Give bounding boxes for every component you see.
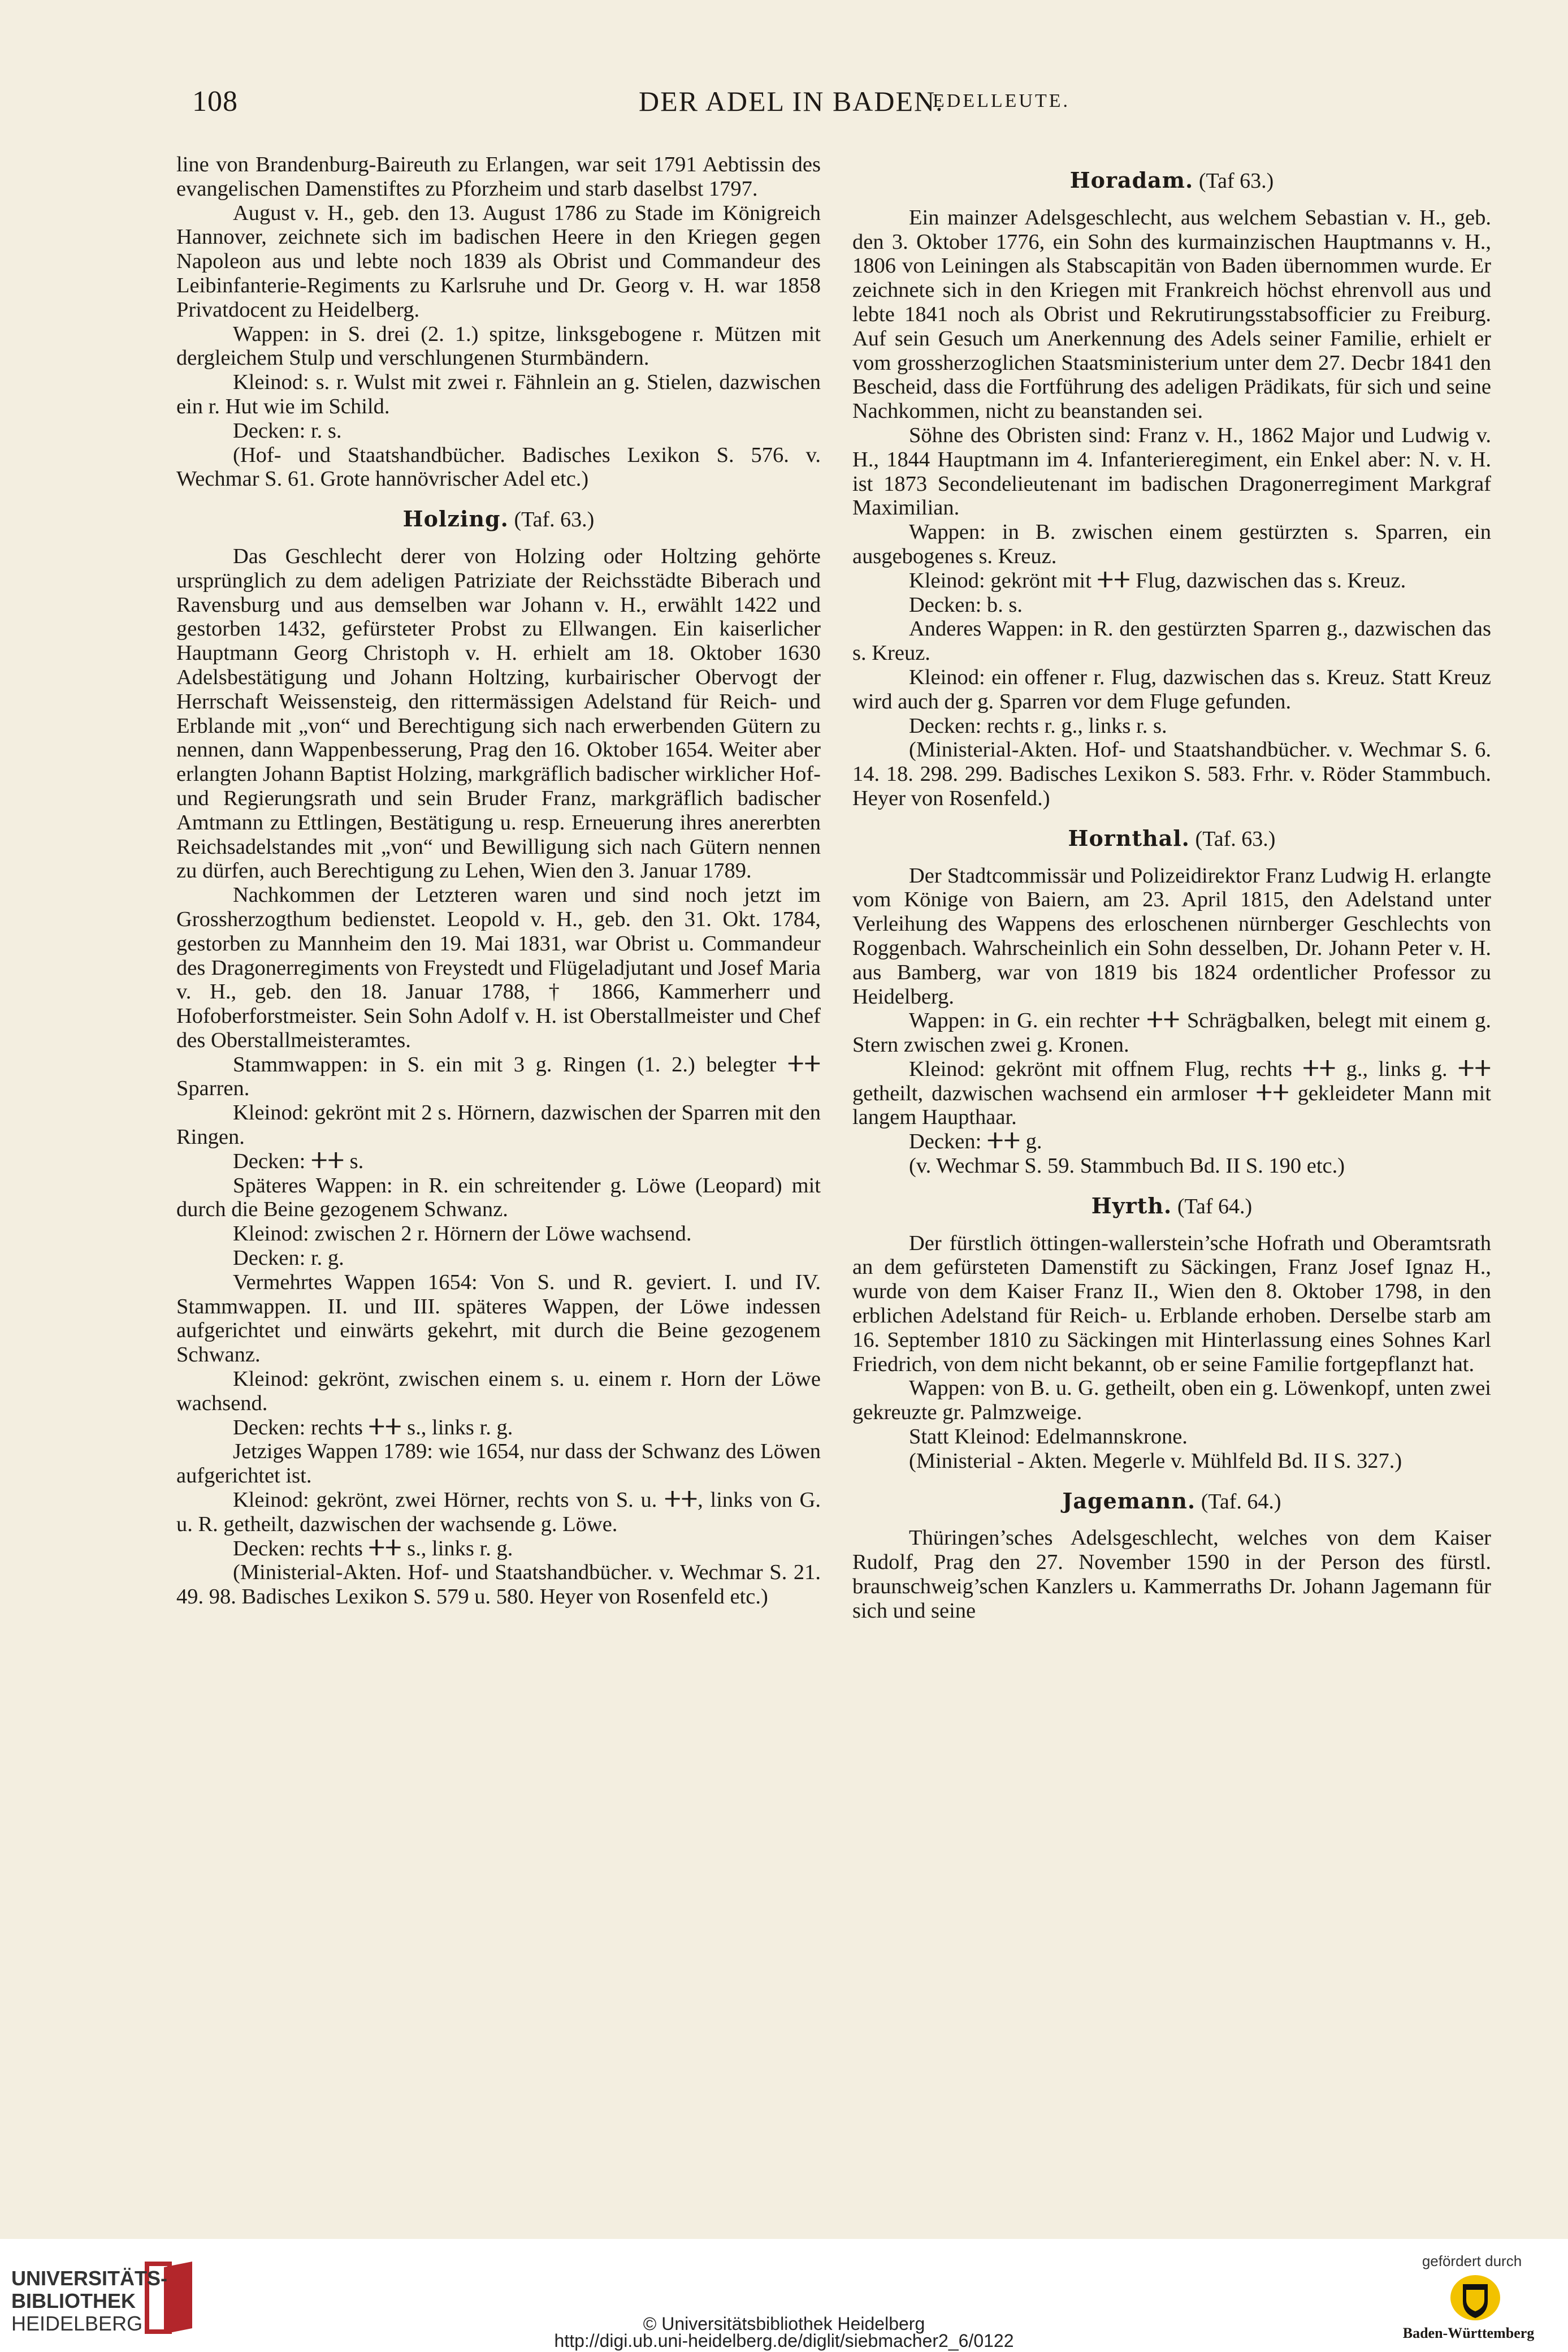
entry-heading	[852, 168, 1491, 193]
plate-reference: (Taf 63.)	[1198, 169, 1274, 193]
paragraph: Wappen: von B. u. G. getheilt, oben ein g. Löwenkopf, unten zwei gekreuzte gr. Palmzweige.	[852, 1376, 1491, 1425]
library-name-line-1: UNIVERSITÄTS-	[11, 2267, 168, 2290]
paragraph: (Ministerial-Akten. Hof- und Staatshandbücher. v. Wechmar S. 21. 49. 98. Badisches Lexikon S. 579 u. 580. Heyer von Rosenfeld etc.)	[176, 1560, 821, 1609]
funder-name: Baden-Württemberg	[1402, 2325, 1535, 2341]
paragraph: Decken: rechts r. g., links r. s.	[909, 714, 1167, 738]
paragraph: Thüringen’sches Adelsgeschlecht, welches von dem Kaiser Rudolf, Prag den 27. November 1590 in der Person des fürstl. braunschweig’schen Kanzlers u. Kammerraths Dr. Johann Jagemann für sich und seine	[852, 1526, 1491, 1623]
left-column	[176, 153, 821, 1609]
state-crest-icon	[1449, 2273, 1501, 2323]
paragraph: (Ministerial - Akten. Megerle v. Mühlfeld Bd. II S. 327.)	[909, 1449, 1402, 1473]
paragraph: Decken: rechts ⵜⵜ s., links r. g.	[233, 1536, 513, 1560]
running-title: DER ADEL IN BADEN.	[639, 85, 944, 117]
family-name: Horadam.	[1069, 167, 1194, 193]
paragraph: (Ministerial-Akten. Hof- und Staatshandbücher. v. Wechmar S. 6. 14. 18. 298. 299. Badisches Lexikon S. 583. Frhr. v. Röder Stammbuch. Heyer von Rosenfeld.)	[852, 738, 1491, 810]
family-name: Hyrth.	[1091, 1192, 1172, 1218]
paragraph: Späteres Wappen: in R. ein schreitender g. Löwe (Leopard) mit durch die Beine gezogenem Schwanz.	[176, 1173, 821, 1222]
paragraph: Wappen: in B. zwischen einem gestürzten s. Sparren, ein ausgebogenes s. Kreuz.	[852, 520, 1491, 568]
copyright-notice: © Universitätsbibliothek Heidelberg	[643, 2314, 925, 2334]
paragraph: Jetziges Wappen 1789: wie 1654, nur dass der Schwanz des Löwen aufgerichtet ist.	[176, 1439, 821, 1488]
paragraph: Nachkommen der Letzteren waren und sind noch jetzt im Grossherzogthum bedienstet. Leopold v. H., geb. den 31. Okt. 1784, gestorben zu Mannheim den 19. Mai 1831, war Obrist u. Commandeur des Dragonerregiments von Freystedt und Flügeladjutant und Josef Maria v. H., geb. den 18. Januar 1788, † 1866, Kammerherr und Hofoberforstmeister. Sein Sohn Adolf v. H. ist Oberstallmeister und Chef des Oberstallmeisteramtes.	[176, 883, 821, 1052]
paragraph: Decken: rechts ⵜⵜ s., links r. g.	[233, 1415, 513, 1439]
digitization-footer	[0, 2239, 1568, 2352]
page-header	[192, 85, 1398, 130]
paragraph: Kleinod: gekrönt mit 2 s. Hörnern, dazwischen der Sparren mit den Ringen.	[176, 1101, 821, 1149]
paragraph: Kleinod: gekrönt, zwei Hörner, rechts von S. u. ⵜⵜ, links von G. u. R. getheilt, dazwischen der wachsende g. Löwe.	[176, 1488, 821, 1536]
paragraph: Decken: ⵜⵜ s.	[233, 1149, 364, 1173]
plate-reference: (Taf. 63.)	[1195, 827, 1276, 851]
permalink[interactable]: http://digi.ub.uni-heidelberg.de/diglit/siebmacher2_6/0122	[554, 2331, 1014, 2351]
paragraph: Statt Kleinod: Edelmannskrone.	[909, 1425, 1188, 1449]
paragraph: Das Geschlecht derer von Holzing oder Holtzing gehörte ursprünglich zu dem adeligen Patriziate der Reichsstädte Biberach und Ravensburg und aus demselben war Johann v. H., erwählt 1422 und gestorben 1432, gefürsteter Probst zu Ellwangen. Ein kaiserlicher Hauptmann Georg Christoph v. H. erhielt am 18. Oktober 1630 Adelsbestätigung und Johann Holtzing, kurbairischer Obervogt der Herrschaft Weissensteig, den rittermässigen Adelstand für Reich- und Erblande mit „von“ und Berechtigung sich nach erwerbenden Gütern zu nennen, dann Wappenbesserung, Prag den 16. Oktober 1654. Weiter aber erlangten Johann Baptist Holzing, markgräflich badischer wirklicher Hof- und Regierungsrath und sein Bruder Franz, markgräflich badischer Amtmann zu Ettlingen, Bestätigung u. resp. Erneuerung ihres anererbten Reichsadelstandes mit „von“ und Bewilligung sich nach Gütern nennen zu dürfen, auch Berechtigung zu Lehen, Wien den 3. Januar 1789.	[176, 544, 821, 883]
paragraph: (v. Wechmar S. 59. Stammbuch Bd. II S. 190 etc.)	[909, 1154, 1345, 1178]
paragraph: Ein mainzer Adelsgeschlecht, aus welchem Sebastian v. H., geb. den 3. Oktober 1776, ein Sohn des kurmainzischen Hauptmanns v. H., 1806 von Leiningen als Stabscapitän von Baden übernommen wurde. Er zeichnete sich in den Kriegen mit Frankreich höchst ehrenvoll aus und lebte 1841 noch als Obrist und Rekrutirungsstabsofficier zu Freiburg. Auf sein Gesuch um Anerkennung des Adels seiner Familie, erhielt er vom grossherzoglichen Staatsministerium unter dem 27. Decbr 1841 den Bescheid, dass die Fortführung des adeligen Prädikats, für sich und seine Nachkommen, nicht zu beanstanden sei.	[852, 205, 1491, 423]
paragraph: Decken: ⵜⵜ g.	[909, 1130, 1042, 1154]
library-name-line-3: HEIDELBERG	[11, 2312, 143, 2335]
paragraph: Kleinod: gekrönt mit offnem Flug, rechts ⵜⵜ g., links g. ⵜⵜ getheilt, dazwischen wachsend ein armloser ⵜⵜ gekleideter Mann mit langem Haupthaar.	[852, 1057, 1491, 1130]
family-name: Jagemann.	[1062, 1488, 1196, 1514]
paragraph: Kleinod: zwischen 2 r. Hörnern der Löwe wachsend.	[233, 1222, 692, 1246]
paragraph: Stammwappen: in S. ein mit 3 g. Ringen (1. 2.) belegter ⵜⵜ Sparren.	[176, 1052, 821, 1101]
plate-reference: (Taf. 64.)	[1201, 1489, 1281, 1514]
paragraph: Wappen: in S. drei (2. 1.) spitze, linksgebogene r. Mützen mit dergleichem Stulp und verschlungenen Sturmbändern.	[176, 322, 821, 370]
plate-reference: (Taf 64.)	[1177, 1194, 1253, 1218]
paragraph: Kleinod: gekrönt mit ⵜⵜ Flug, dazwischen das s. Kreuz.	[909, 568, 1406, 593]
paragraph: Decken: r. g.	[233, 1246, 344, 1270]
paragraph: Der Stadtcommissär und Polizeidirektor Franz Ludwig H. erlangte vom Könige von Baiern, am 23. April 1815, den Adelstand unter Verleihung des Wappens des erloschenen nürnberger Geschlechts von Roggenbach. Wahrscheinlich ein Sohn desselben, Dr. Johann Peter v. H. aus Bamberg, war von 1819 bis 1824 ordentlicher Professor zu Heidelberg.	[852, 863, 1491, 1009]
family-name: Holzing.	[402, 506, 509, 532]
paragraph: Decken: r. s.	[233, 418, 342, 443]
paragraph: line von Brandenburg-Baireuth zu Erlangen, war seit 1791 Aebtissin des evangelischen Damenstiftes zu Pforzheim und starb daselbst 1797.	[176, 153, 821, 201]
paragraph: Decken: b. s.	[909, 593, 1023, 617]
funded-by-label: gefördert durch	[1422, 2252, 1522, 2269]
paragraph: Anderes Wappen: in R. den gestürzten Sparren g., dazwischen das s. Kreuz.	[852, 617, 1491, 665]
entry-heading	[176, 507, 821, 532]
paragraph: Wappen: in G. ein rechter ⵜⵜ Schrägbalken, belegt mit einem g. Stern zwischen zwei g. Kronen.	[852, 1009, 1491, 1057]
entry-heading	[852, 827, 1491, 851]
right-column	[852, 153, 1491, 1623]
family-name: Hornthal.	[1068, 825, 1190, 851]
plate-reference: (Taf. 63.)	[514, 508, 595, 532]
running-section: EDELLEUTE.	[933, 90, 1070, 111]
paragraph: August v. H., geb. den 13. August 1786 zu Stade im Königreich Hannover, zeichnete sich im badischen Heere in den Kriegen gegen Napoleon aus und lebte noch 1839 als Obrist und Commandeur des Leibinfanterie-Regiments zu Karlsruhe und Dr. Georg v. H. war 1858 Privatdocent zu Heidelberg.	[176, 201, 821, 322]
paragraph: Kleinod: gekrönt, zwischen einem s. u. einem r. Horn der Löwe wachsend.	[176, 1367, 821, 1415]
paragraph: Kleinod: s. r. Wulst mit zwei r. Fähnlein an g. Stielen, dazwischen ein r. Hut wie im Schild.	[176, 370, 821, 418]
entry-heading	[852, 1194, 1491, 1219]
entry-heading	[852, 1489, 1491, 1514]
paragraph: Der fürstlich öttingen-wallerstein’sche Hofrath und Oberamtsrath an dem gefürsteten Damenstift zu Säckingen, Franz Josef Ignaz H., wurde von dem Kaiser Franz II., Wien den 8. Oktober 1798, in den erblichen Adelstand für Reich- u. Erblande erhoben. Derselbe starb am 16. September 1810 zu Säckingen mit Hinterlassung eines Sohnes Karl Friedrich, von dem nicht bekannt, ob er seine Familie fortgepflanzt hat.	[852, 1231, 1491, 1376]
library-name-line-2: BIBLIOTHEK	[11, 2289, 136, 2312]
page-number: 108	[192, 85, 238, 118]
paragraph: Kleinod: ein offener r. Flug, dazwischen das s. Kreuz. Statt Kreuz wird auch der g. Sparren vor dem Fluge gefunden.	[852, 665, 1491, 714]
paragraph: Söhne des Obristen sind: Franz v. H., 1862 Major und Ludwig v. H., 1844 Hauptmann im 4. Infanterieregiment, ein Enkel aber: N. v. H. ist 1873 Secondelieutenant im badischen Dragonerregiment Markgraf Maximilian.	[852, 423, 1491, 520]
paragraph: (Hof- und Staatshandbücher. Badisches Lexikon S. 576. v. Wechmar S. 61. Grote hannövrischer Adel etc.)	[176, 443, 821, 491]
paragraph: Vermehrtes Wappen 1654: Von S. und R. geviert. I. und IV. Stammwappen. II. und III. späteres Wappen, der Löwe indessen aufgerichtet und einwärts gekehrt, mit durch die Beine gezogenem Schwanz.	[176, 1270, 821, 1367]
